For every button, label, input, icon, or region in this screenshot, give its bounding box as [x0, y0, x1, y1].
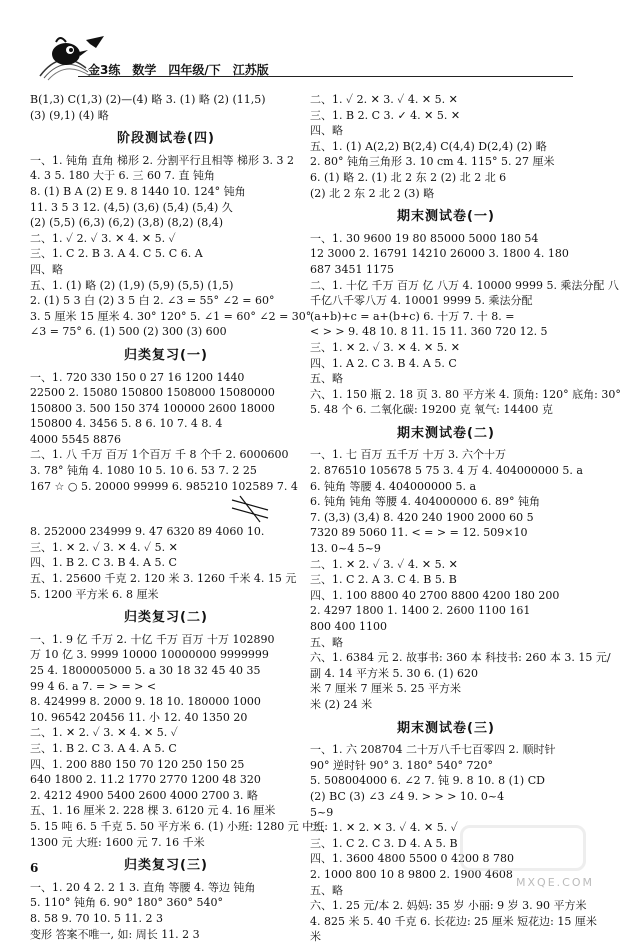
answer-line: 2. 4212 4900 5400 2600 4000 2700 3. 略: [30, 788, 258, 802]
answer-line: 1300 元 大班: 1600 元 7. 16 千米: [30, 835, 205, 849]
answer-line: 800 400 1100: [310, 620, 387, 633]
answer-line: 米: [310, 930, 321, 944]
answer-line: 二、1. ✓ 2. ✕ 3. ✓ 4. ✕ 5. ✕: [310, 93, 458, 106]
answer-line: 2. 80° 钝角三角形 3. 10 cm 4. 115° 5. 27 厘米: [310, 155, 555, 169]
answer-line: 4. 825 米 5. 40 千克 6. 长花边: 25 厘米 短花边: 15 厘米: [310, 914, 597, 928]
answer-line: 三、1. C 2. C 3. D 4. A 5. B: [310, 836, 458, 850]
header-rule: [78, 76, 573, 77]
answer-line: 四、1. B 2. C 3. B 4. A 5. C: [30, 556, 177, 570]
answer-line: 四、1. 100 8800 40 2700 8800 4200 180 200: [310, 588, 560, 602]
answer-line: 三、1. ✕ 2. ✓ 3. ✕ 4. ✓ 5. ✕: [30, 540, 178, 554]
answer-line: 六、1. 6384 元 2. 故事书: 360 本 科技书: 260 本 3. 15 元/: [310, 651, 611, 665]
answer-line: 一、1. 9 亿 千万 2. 十亿 千万 百万 十万 102890: [30, 632, 275, 646]
answer-line: (2) 北 2 东 2 北 2 (3) 略: [310, 186, 435, 200]
watermark: MXQE.COM: [516, 876, 594, 889]
answer-line: 5. 48 个 6. 二氧化碳: 19200 克 氧气: 14400 克: [310, 403, 553, 417]
answer-line: 三、1. C 2. A 3. C 4. B 5. B: [310, 573, 457, 587]
answer-line: 6. 钝角 等腰 4. 404000000 5. a: [310, 479, 477, 493]
answer-line: 12 3000 2. 16791 14210 26000 3. 1800 4. 180: [310, 247, 569, 261]
answer-line: 五、1. (1) A(2,2) B(2,4) C(4,4) D(2,4) (2) 略: [310, 139, 547, 153]
answer-line: 四、1. 200 880 150 70 120 250 150 25: [30, 757, 245, 771]
answer-line: 90° 逆时针 90° 3. 180° 540° 720°: [310, 758, 493, 772]
answer-line: 7320 89 5060 11. < = > = 12. 509×10: [310, 526, 528, 540]
answer-line: 7. (3,3) (3,4) 8. 420 240 1900 2000 60 5: [310, 510, 534, 524]
answer-line: 一、1. 20 4 2. 2 1 3. 直角 等腰 4. 等边 钝角: [30, 880, 256, 894]
answer-line: 万 10 亿 3. 9999 10000 10000000 9999999: [30, 648, 269, 662]
answer-line: < > > 9. 48 10. 8 11. 15 11. 360 720 12. 5: [310, 325, 548, 339]
answer-line: 三、1. B 2. C 3. A 4. A 5. C: [30, 741, 177, 755]
watermark-logo-icon: [460, 825, 586, 871]
answer-line: 四、1. 3600 4800 5500 0 4200 8 780: [310, 852, 514, 866]
answer-line: 2. 876510 105678 5 75 3. 4 万 4. 404000000 5. a: [310, 464, 583, 478]
book-subtitle: 金3练 数学 四年级/下 江苏版: [88, 63, 269, 77]
section-heading: 归类复习(一): [124, 347, 208, 363]
answer-line: 米 (2) 24 米: [310, 697, 373, 711]
answer-line: 167 ☆ ○ 5. 20000 99999 6. 985210 102589 7. 4: [30, 479, 298, 493]
answer-line: 2. (1) 5 3 白 (2) 3 5 白 2. ∠3 = 55° ∠2 = 60°: [30, 294, 275, 308]
answer-line: 5. 1200 平方米 6. 8 厘米: [30, 587, 159, 601]
answer-line: 五、略: [310, 372, 343, 386]
answer-line: 687 3451 1175: [310, 262, 394, 276]
answer-line: 640 1800 2. 11.2 1770 2770 1200 48 320: [30, 773, 261, 787]
answer-line: 2. 4297 1800 1. 1400 2. 2600 1100 161: [310, 604, 531, 618]
answer-line: 8. (1) B A (2) E 9. 8 1440 10. 124° 钝角: [30, 184, 246, 198]
answer-line: 一、1. 30 9600 19 80 85000 5000 180 54: [310, 231, 539, 245]
answer-line: 6. 钝角 钝角 等腰 4. 404000000 6. 89° 钝角: [310, 495, 540, 509]
answer-line: 一、1. 七 百万 五千万 十万 3. 六个十万: [310, 448, 506, 462]
answer-line: 2. 1000 800 10 8 9800 2. 1900 4608: [310, 867, 513, 881]
section-heading: 期末测试卷(三): [397, 720, 495, 736]
answer-line: ∠3 = 75° 6. (1) 500 (2) 300 (3) 600: [30, 325, 227, 339]
answer-line: 四、略: [310, 124, 343, 138]
figure-row: [30, 494, 302, 524]
answer-line: 5. 15 吨 6. 5 千克 5. 50 平方米 6. (1) 小班: 1280 元 中班:: [30, 819, 328, 833]
answer-line: 一、1. 720 330 150 0 27 16 1200 1440: [30, 370, 245, 384]
answer-line: 25 4. 1800005000 5. a 30 18 32 45 40 35: [30, 664, 261, 677]
answer-line: 8. 58 9. 70 10. 5 11. 2 3: [30, 911, 163, 925]
answer-line: 13. 0~4 5~9: [310, 542, 381, 556]
answer-line: 3. 5 厘米 15 厘米 4. 30° 120° 5. ∠1 = 60° ∠2 = 30°: [30, 309, 312, 323]
answer-line: 四、1. A 2. C 3. B 4. A 5. C: [310, 356, 457, 370]
parallel-lines-figure-icon: [230, 494, 270, 524]
answer-line: 150800 3. 500 150 374 100000 2600 18000: [30, 401, 275, 415]
answer-line: (2) (5,5) (6,3) (6,2) (3,8) (8,2) (8,4): [30, 216, 224, 230]
page-header: [28, 28, 573, 88]
right-answer-column: [310, 92, 621, 945]
answer-line: 5~9: [310, 805, 334, 819]
answer-line: (3) (9,1) (4) 略: [30, 108, 109, 122]
answer-line: 二、1. ✕ 2. ✓ 3. ✕ 4. ✕ 5. ✓: [30, 726, 178, 740]
answer-line: 二、1. 十亿 千万 百万 亿 八万 4. 10000 9999 5. 乘法分配 八: [310, 278, 619, 292]
answer-line: 6. (1) 略 2. (1) 北 2 东 2 (2) 北 2 北 6: [310, 170, 507, 184]
answer-line: 三、1. ✕ 2. ✓ 3. ✕ 4. ✕ 5. ✕: [310, 340, 460, 354]
answer-line: 五、略: [310, 635, 343, 649]
page-number: 6: [30, 861, 39, 875]
answer-line: 二、1. ✕ 2. ✓ 3. ✓ 4. ✕ 5. ✕: [310, 557, 458, 571]
section-heading: 归类复习(二): [124, 610, 208, 626]
answer-line: 150800 4. 3456 5. 8 6. 10 7. 4 8. 4: [30, 417, 223, 431]
answer-line: 五、略: [310, 883, 343, 897]
answer-line: 22500 2. 15080 150800 1508000 15080000: [30, 386, 275, 400]
answer-line: 11. 3 5 3 12. (4,5) (3,6) (5,4) (5,4) 久: [30, 200, 233, 214]
section-heading: 期末测试卷(一): [397, 209, 495, 225]
answer-line: 五、1. (1) 略 (2) (1,9) (5,9) (5,5) (1,5): [30, 278, 234, 292]
answer-line: 变形 答案不唯一, 如: 周长 11. 2 3: [30, 927, 200, 941]
answer-line: 8. 252000 234999 9. 47 6320 89 4060 10.: [30, 525, 265, 539]
answer-line: 五、1. 16 厘米 2. 228 棵 3. 6120 元 4. 16 厘米: [30, 804, 276, 818]
answer-line: 二、1. 八 千万 百万 1个百万 千 8 个千 2. 6000600: [30, 448, 289, 462]
section-heading: 阶段测试卷(四): [117, 131, 215, 147]
section-heading: 归类复习(三): [124, 858, 208, 874]
section-heading: 期末测试卷(二): [397, 425, 495, 441]
answer-line: 一、1. 钝角 直角 梯形 2. 分割平行且相等 梯形 3. 3 2: [30, 153, 294, 167]
answer-line: 99 4 6. a 7. = > = > <: [30, 679, 157, 693]
answer-line: 副 4. 14 平方米 5. 30 6. (1) 620: [310, 666, 479, 680]
answer-line: B(1,3) C(1,3) (2)—(4) 略 3. (1) 略 (2) (11,5): [30, 93, 266, 106]
answer-line: 5. 110° 钝角 6. 90° 180° 360° 540°: [30, 896, 223, 910]
answer-line: 二、1. ✓ 2. ✓ 3. ✕ 4. ✕ 5. ✓: [30, 231, 176, 245]
answer-line: 4. 3 5. 180 大于 6. 三 60 7. 直 钝角: [30, 169, 215, 183]
answer-line: 一、1. 六 208704 二十万八千七百零四 2. 顺时针: [310, 743, 556, 757]
answer-line: 5. 508004000 6. ∠2 7. 钝 9. 8 10. 8 (1) CD: [310, 774, 545, 788]
answer-line: 10. 96542 20456 11. 小 12. 40 1350 20: [30, 710, 248, 724]
answer-line: 三、1. C 2. B 3. A 4. C 5. C 6. A: [30, 247, 203, 261]
answer-line: 8. 424999 8. 2000 9. 18 10. 180000 1000: [30, 695, 261, 709]
answer-line: 3. 78° 钝角 4. 1080 10 5. 10 6. 53 7. 2 25: [30, 464, 257, 478]
answer-line: 五、1. 25600 千克 2. 120 米 3. 1260 千米 4. 15 元: [30, 572, 297, 586]
answer-line: 六、1. 150 瓶 2. 18 页 3. 80 平方米 4. 顶角: 120° 底角: 30°: [310, 387, 621, 401]
answer-line: (2) BC (3) ∠3 ∠4 9. > > > 10. 0~4: [310, 789, 505, 803]
answer-line: 四、略: [30, 262, 63, 276]
answer-line: 三、1. B 2. C 3. ✓ 4. ✕ 5. ✕: [310, 108, 461, 122]
answer-line: 4000 5545 8876: [30, 432, 121, 446]
answer-line: 六、1. 25 元/本 2. 妈妈: 35 岁 小丽: 9 岁 3. 90 平方米: [310, 899, 587, 913]
answer-line: 千亿八千零八万 4. 10001 9999 5. 乘法分配: [310, 294, 533, 308]
answer-line: (a+b)+c = a+(b+c) 6. 十万 7. 十 8. =: [310, 309, 515, 323]
answer-line: 二、1. ✕ 2. ✕ 3. ✓ 4. ✕ 5. ✓: [310, 821, 458, 835]
answer-line: 米 7 厘米 7 厘米 5. 25 平方米: [310, 682, 461, 696]
